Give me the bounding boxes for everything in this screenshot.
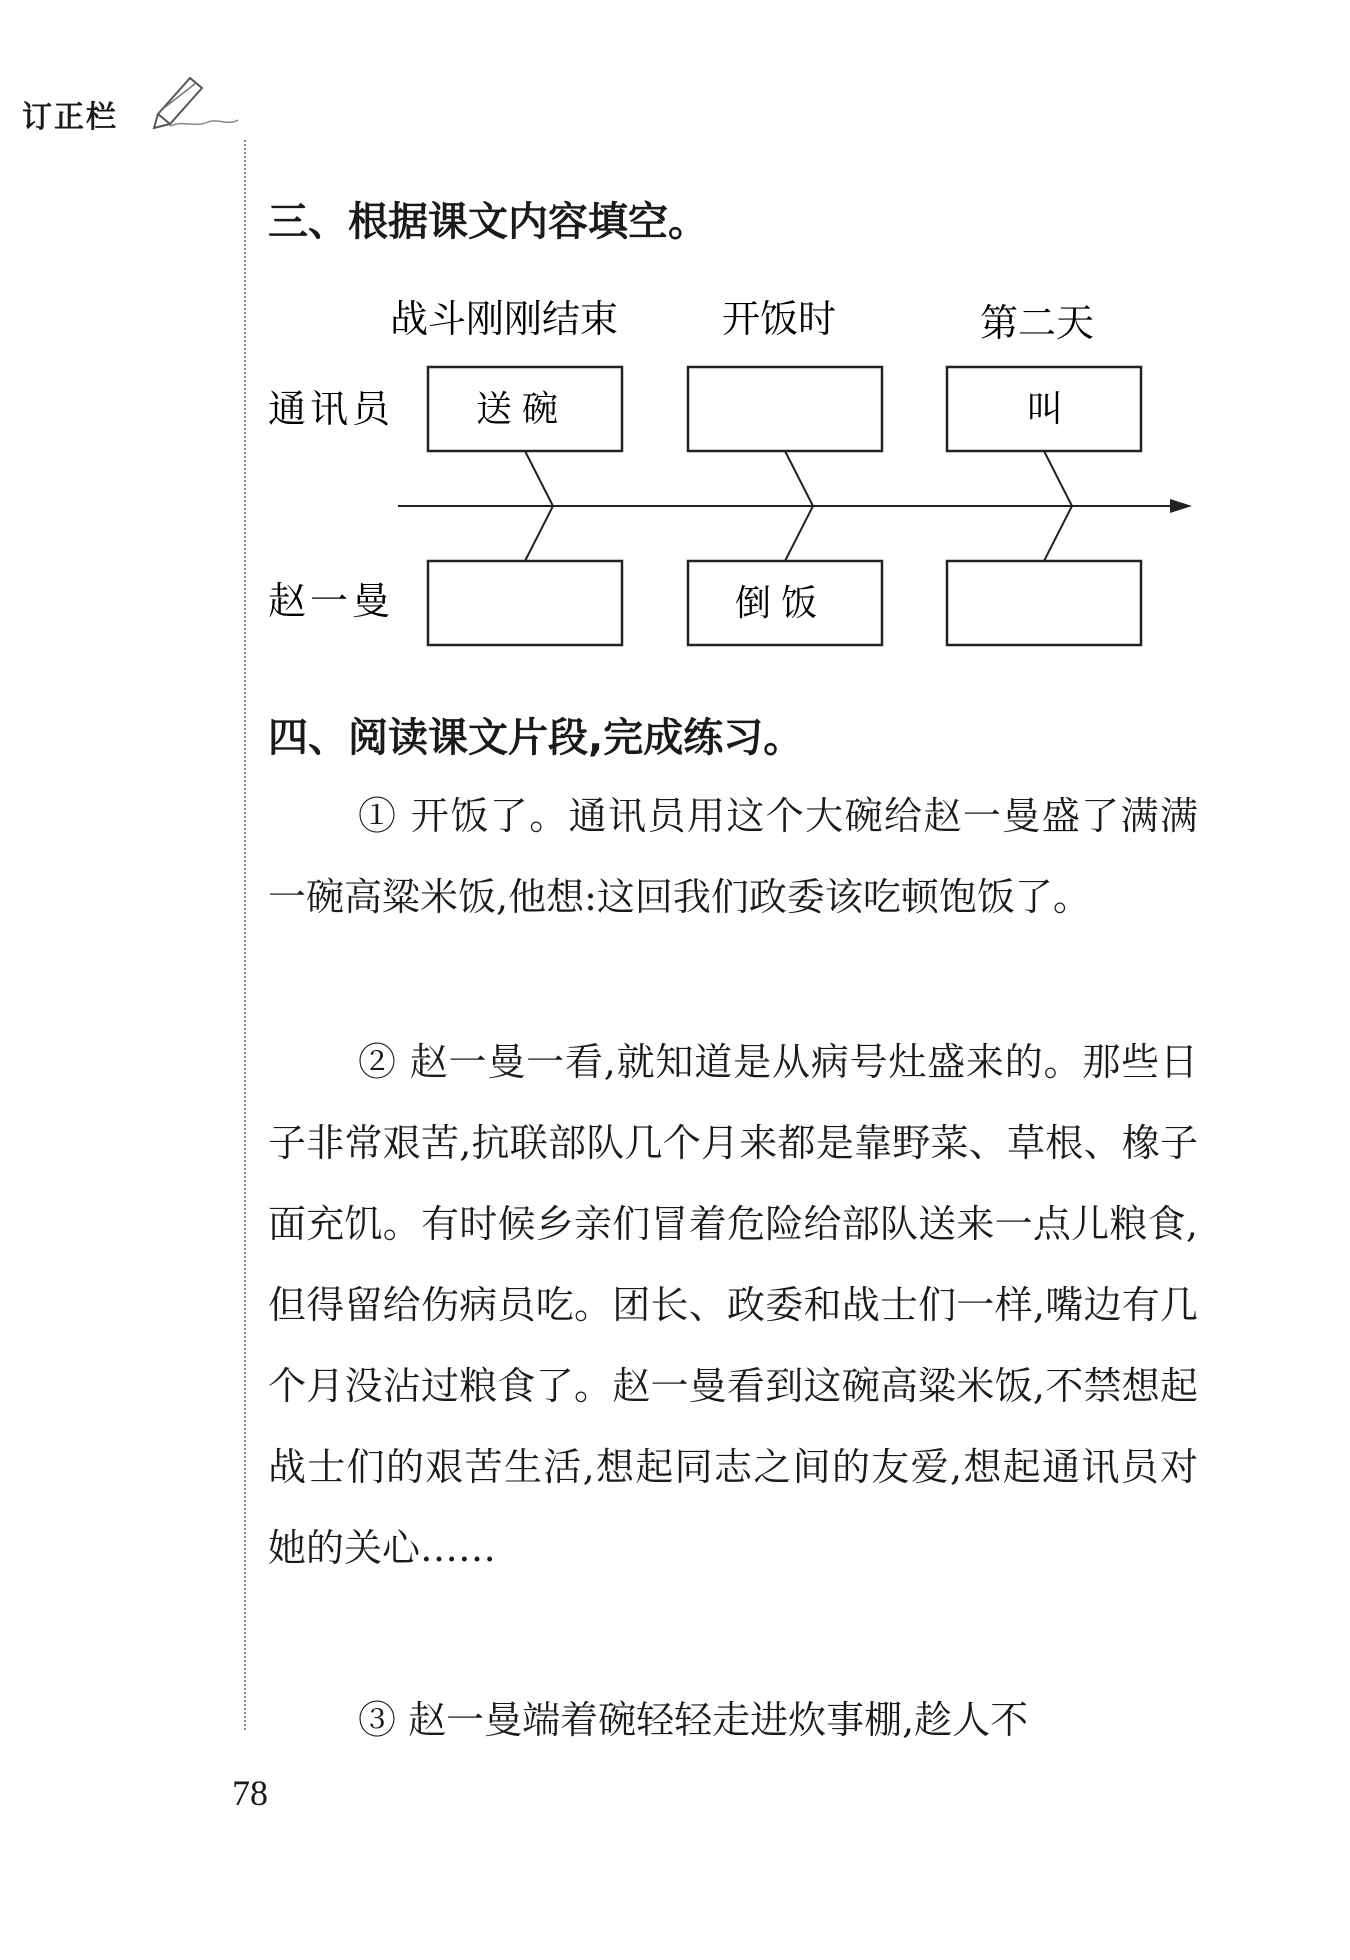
section4-heading: 四、阅读课文片段,完成练习。 xyxy=(268,715,804,761)
paragraph-3-text: ③ 赵一曼端着碗轻轻走进炊事棚,趁人不 xyxy=(358,1698,1029,1742)
bottom-box-2-text: 倒饭 xyxy=(735,583,828,624)
role-label-messenger: 通讯员 xyxy=(268,387,395,431)
stage-label-2: 开饭时 xyxy=(722,297,837,341)
role-label-zhao-yiman: 赵一曼 xyxy=(268,579,395,623)
paragraph-1-text: ① 开饭了。通讯员用这个大碗给赵一曼盛了满满一碗高粱米饭,他想:这回我们政委该吃顿饱饭了。 xyxy=(268,794,1198,919)
page-number: 78 xyxy=(232,1773,268,1813)
paragraph-2-text: ② 赵一曼一看,就知道是从病号灶盛来的。那些日子非常艰苦,抗联部队几个月来都是靠野菜、草根、橡子面充饥。有时候乡亲们冒着危险给部队送来一点儿粮食,但得留给伤病员吃。团长、政委和战士们一样,嘴边有几个月没沾过粮食了。赵一曼看到这碗高粱米饭,不禁想起战士们的艰苦生活,想起同志之间的友爱,想起通讯员对她的关心…… xyxy=(268,1040,1198,1570)
top-box-3-text: 叫 xyxy=(1027,389,1074,430)
stage-label-1: 战斗刚刚结束 xyxy=(390,297,619,341)
top-box-1-text: 送碗 xyxy=(476,389,569,430)
stage-label-3: 第二天 xyxy=(980,301,1095,345)
passage-paragraph-2 xyxy=(268,1022,1198,1589)
section3-heading: 三、根据课文内容填空。 xyxy=(268,199,708,245)
passage-paragraph-3 xyxy=(268,1680,1198,1761)
bottom-box-1 xyxy=(428,561,622,645)
bottom-box-3 xyxy=(947,561,1141,645)
passage-paragraph-1 xyxy=(268,776,1198,938)
correction-column-title: 订正栏 xyxy=(22,100,118,135)
top-box-2 xyxy=(688,367,882,451)
timeline-arrowhead xyxy=(1170,499,1192,513)
